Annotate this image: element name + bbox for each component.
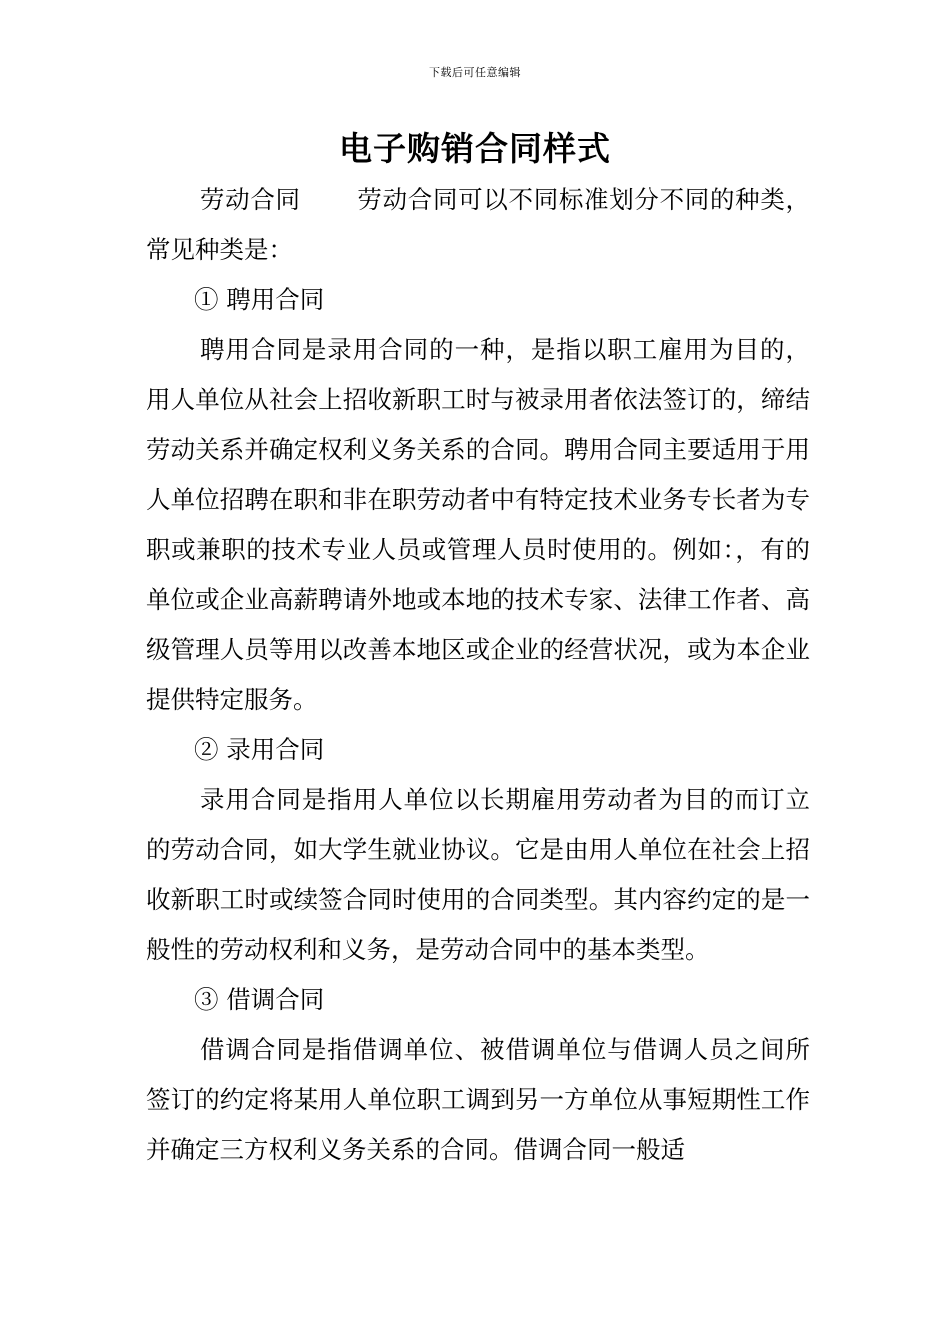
document-title: 电子购销合同样式 [339,129,611,168]
intro-label: 劳动合同 [200,185,301,214]
intro-paragraph [146,175,810,275]
header-note: 下载后可任意编辑 [429,66,521,79]
document-body [146,175,810,1175]
section-paragraph-hiring: 录用合同是指用人单位以长期雇用劳动者为目的而订立的劳动合同，如大学生就业协议。它是由用人单位在社会上招收新职工时或续签合同时使用的合同类型。其内容约定的是一般性的劳动权利和义务，是劳动合同中的基本类型。 [146,785,810,964]
section-paragraph-secondment: 借调合同是指借调单位、被借调单位与借调人员之间所签订的约定将某用人单位职工调到另一方单位从事短期性工作并确定三方权利义务关系的合同。借调合同一般适 [146,1035,810,1164]
section-paragraph-employment: 聘用合同是录用合同的一种，是指以职工雇用为目的，用人单位从社会上招收新职工时与被录用者依法签订的，缔结劳动关系并确定权利义务关系的合同。聘用合同主要适用于用人单位招聘在职和非在职劳动者中有特定技术业务专长者为专职或兼职的技术专业人员或管理人员时使用的。例如：，有的单位或企业高薪聘请外地或本地的技术专家、法律工作者、高级管理人员等用以改善本地区或企业的经营状况，或为本企业提供特定服务。 [146,335,810,714]
section-heading-employment: ① 聘用合同 [194,285,325,314]
section-heading-hiring: ② 录用合同 [194,735,325,764]
intro-text: 劳动合同可以不同标准划分不同的种类，常见种类是： [146,185,811,264]
section-heading-secondment: ③ 借调合同 [194,985,325,1014]
